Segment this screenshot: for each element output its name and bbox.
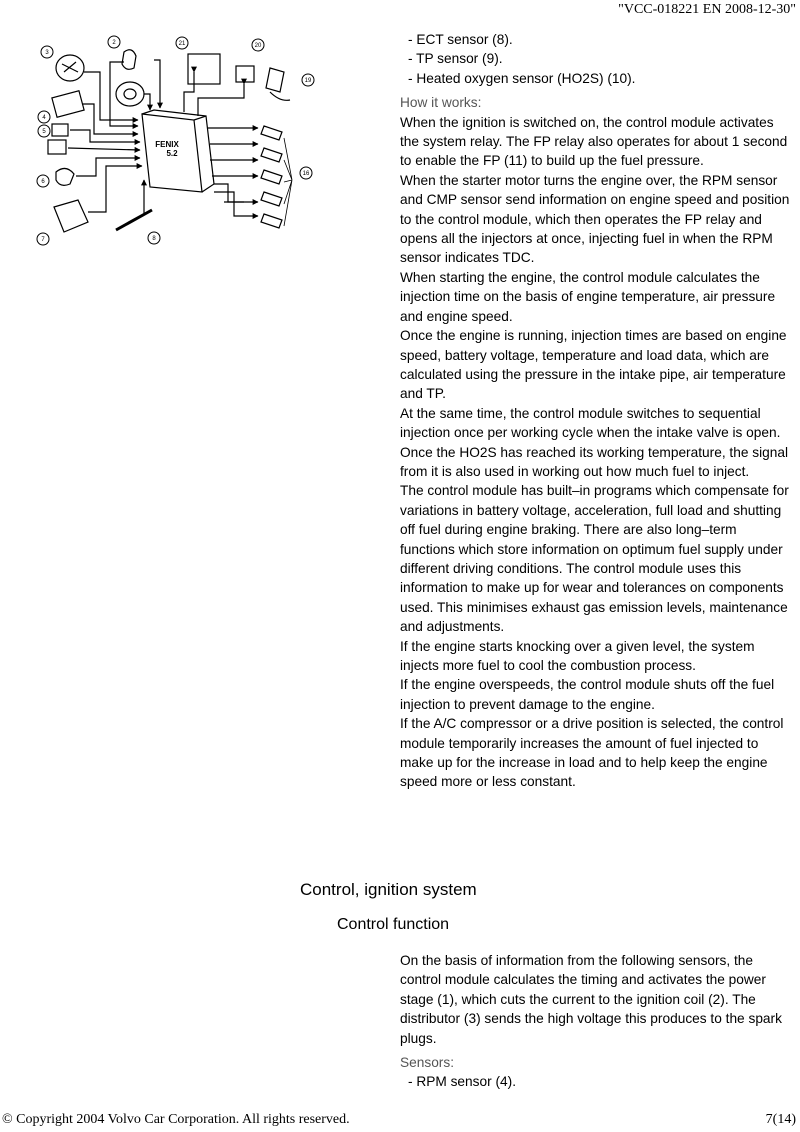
page-number: 7(14) — [765, 1112, 796, 1127]
paragraph: At the same time, the control module switches to sequential injection once per working cycle when the intake valve is open. — [400, 405, 781, 441]
section-heading: Control, ignition system — [300, 880, 477, 899]
callout-19: 19 — [304, 78, 312, 84]
sensors-heading: Sensors: — [400, 1055, 455, 1071]
callout-5: 5 — [42, 129, 46, 135]
bullet-rpm: - RPM sensor (4). — [408, 1074, 516, 1090]
top-text-column — [400, 30, 794, 792]
paragraph: Once the HO2S has reached its working temperature, the signal from it is also used in working out how much fuel to inject. — [400, 444, 789, 479]
how-it-works-heading: How it works: — [400, 95, 482, 111]
engine-management-diagram — [34, 32, 324, 250]
paragraph: The control module has built–in programs which compensate for variations in battery voltage, acceleration, full load and shutting off fuel during engine braking. There are also long–term functions which store information on optimum fuel supply under different driving conditions. The control module uses this information to make up for wear and tolerances on components used. This minimises exhaust gas emission levels, maintenance and adjustments. — [400, 483, 789, 635]
copyright: © Copyright 2004 Volvo Car Corporation. All rights reserved. — [2, 1112, 350, 1127]
bullet-ho2s: - Heated oxygen sensor (HO2S) (10). — [408, 70, 636, 86]
callout-2: 2 — [112, 40, 116, 46]
callout-8: 8 — [152, 236, 156, 242]
subsection-heading: Control function — [337, 916, 450, 933]
paragraph: If the engine overspeeds, the control module shuts off the fuel injection to prevent damage to the engine. — [400, 677, 775, 712]
paragraph: Once the engine is running, injection times are based on engine speed, battery voltage, temperature and load data, which are calculated using the pressure in the intake pipe, air temperature and TP. — [400, 328, 787, 402]
paragraph: On the basis of information from the following sensors, the control module calculates the timing and activates the power stage (1), which cuts the current to the ignition coil (2). The distributor (3) sends the high voltage this produces to the spark plugs. — [400, 953, 782, 1046]
module-label-line2: 5.2 — [166, 149, 178, 158]
paragraph: If the engine starts knocking over a given level, the system injects more fuel to cool the combustion process. — [400, 638, 755, 673]
module-label-line1: FENIX — [155, 140, 179, 149]
callout-6: 6 — [41, 179, 45, 185]
control-function-column — [400, 951, 794, 1092]
paragraph: When the starter motor turns the engine over, the RPM sensor and CMP sensor send information on engine speed and position to the control module, which then operates the FP relay and opens all the injectors at once, injecting fuel in when the RPM sensor indicates TDC. — [400, 172, 790, 266]
callout-21: 21 — [178, 41, 186, 47]
document-id: "VCC-018221 EN 2008-12-30" — [618, 2, 796, 17]
callout-4: 4 — [42, 115, 46, 121]
callout-3: 3 — [45, 50, 49, 56]
paragraph: If the A/C compressor or a drive position is selected, the control module temporarily increases the amount of fuel injected to make up for the increase in load and to help keep the engine speed more or less constant. — [400, 716, 784, 790]
callout-16: 16 — [302, 171, 310, 177]
paragraph: When starting the engine, the control module calculates the injection time on the basis of engine temperature, air pressure and engine speed. — [400, 269, 776, 324]
callout-7: 7 — [41, 237, 45, 243]
bullet-ect: - ECT sensor (8). — [408, 32, 513, 47]
callout-20: 20 — [254, 43, 262, 49]
paragraph: When the ignition is switched on, the control module activates the system relay. The FP relay also operates for about 1 second to enable the FP (11) to build up the fuel pressure. — [400, 114, 788, 169]
bullet-tp: - TP sensor (9). — [408, 51, 503, 67]
